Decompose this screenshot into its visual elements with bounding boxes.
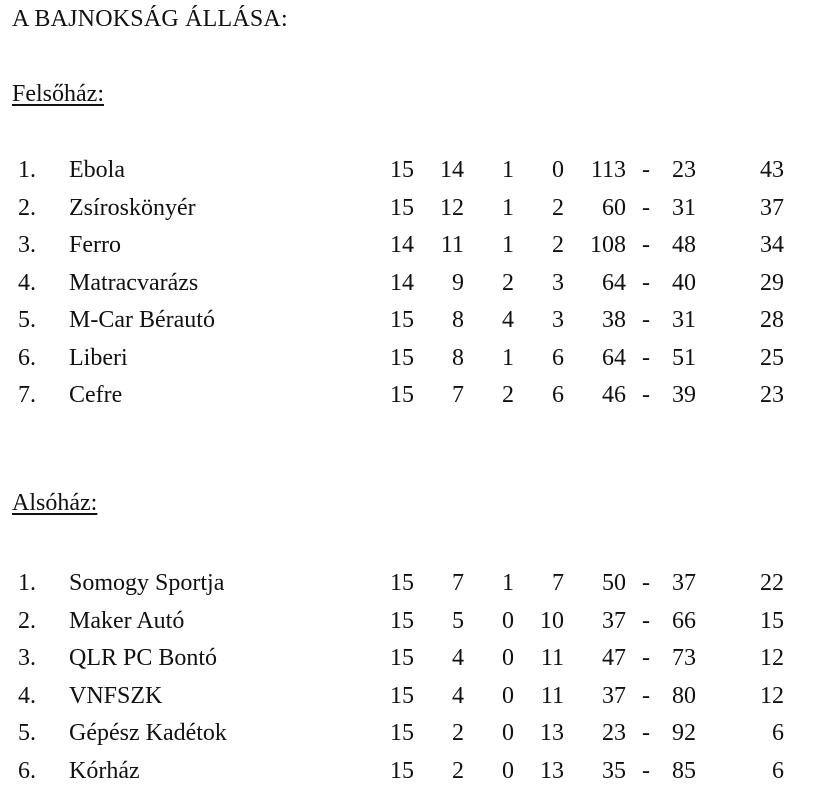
goal-separator: - (642, 232, 650, 258)
rank-cell: 1. (18, 570, 36, 596)
team-name: Somogy Sportja (69, 570, 225, 596)
points: 12 (760, 682, 784, 709)
team-name: Ebola (69, 157, 125, 183)
team-name: Liberi (69, 344, 128, 371)
goals-for: 37 (602, 682, 626, 709)
goals-for: 35 (602, 757, 626, 784)
goals-for: 64 (602, 269, 626, 296)
won-count: 7 (452, 570, 464, 596)
goals-for: 50 (602, 570, 626, 596)
drawn-count: 0 (502, 757, 514, 784)
lost-count: 2 (552, 194, 564, 221)
goals-against: 37 (672, 570, 696, 596)
drawn-count: 2 (502, 382, 514, 408)
played-count: 15 (390, 645, 414, 671)
standings-row (0, 190, 825, 228)
rank-cell: 2. (18, 607, 36, 634)
team-name: Maker Autó (69, 607, 185, 634)
standings-row (0, 715, 825, 753)
goals-against: 66 (672, 607, 696, 634)
standings-row (0, 753, 825, 791)
played-count: 15 (390, 682, 414, 709)
rank-cell: 6. (18, 344, 36, 371)
lost-count: 3 (552, 307, 564, 333)
lost-count: 3 (552, 269, 564, 296)
team-name: Kórház (69, 757, 140, 784)
played-count: 15 (390, 757, 414, 784)
drawn-count: 1 (502, 344, 514, 371)
played-count: 14 (390, 269, 414, 296)
goals-against: 51 (672, 344, 696, 371)
standings-row (0, 678, 825, 716)
goals-for: 60 (602, 194, 626, 221)
goal-separator: - (642, 307, 650, 333)
points: 12 (760, 645, 784, 671)
won-count: 11 (440, 232, 464, 258)
played-count: 15 (390, 607, 414, 634)
won-count: 2 (452, 757, 464, 784)
points: 6 (772, 720, 784, 746)
won-count: 8 (452, 307, 464, 333)
goals-against: 92 (672, 720, 696, 746)
points: 6 (772, 757, 784, 784)
goals-for: 108 (590, 232, 626, 258)
goals-against: 73 (672, 645, 696, 671)
goal-separator: - (642, 720, 650, 746)
lost-count: 0 (552, 157, 564, 183)
points: 25 (760, 344, 784, 371)
goal-separator: - (642, 344, 650, 371)
lost-count: 10 (540, 607, 564, 634)
played-count: 15 (390, 720, 414, 746)
upper-house-heading: Felsőház: (12, 81, 104, 107)
standings-row (0, 640, 825, 678)
points: 34 (760, 232, 784, 258)
team-name: VNFSZK (69, 682, 163, 709)
team-name: Zsíroskönyér (69, 194, 196, 221)
goals-for: 113 (590, 157, 626, 183)
points: 23 (760, 382, 784, 408)
goals-against: 40 (672, 269, 696, 296)
drawn-count: 0 (502, 720, 514, 746)
won-count: 4 (452, 645, 464, 671)
rank-cell: 2. (18, 194, 36, 221)
rank-cell: 6. (18, 757, 36, 784)
drawn-count: 0 (502, 682, 514, 709)
goals-for: 37 (602, 607, 626, 634)
goals-for: 64 (602, 344, 626, 371)
team-name: Gépész Kadétok (69, 720, 227, 746)
lost-count: 13 (540, 757, 564, 784)
goals-against: 23 (672, 157, 696, 183)
drawn-count: 0 (502, 607, 514, 634)
team-name: Cefre (69, 382, 123, 408)
team-name: Matracvarázs (69, 269, 199, 296)
drawn-count: 1 (502, 570, 514, 596)
rank-cell: 5. (18, 720, 36, 746)
lost-count: 2 (552, 232, 564, 258)
lost-count: 6 (552, 344, 564, 371)
lower-house-heading: Alsóház: (12, 490, 98, 516)
lower-house-table (0, 565, 825, 790)
goals-against: 31 (672, 307, 696, 333)
goal-separator: - (642, 269, 650, 296)
won-count: 14 (440, 157, 464, 183)
page-title: A BAJNOKSÁG ÁLLÁSA: (12, 6, 288, 32)
goal-separator: - (642, 607, 650, 634)
drawn-count: 1 (502, 157, 514, 183)
goals-for: 47 (602, 645, 626, 671)
goals-against: 31 (672, 194, 696, 221)
rank-cell: 4. (18, 682, 36, 709)
goal-separator: - (642, 194, 650, 221)
won-count: 12 (440, 194, 464, 221)
standings-row (0, 603, 825, 641)
upper-house-table (0, 152, 825, 415)
drawn-count: 1 (502, 232, 514, 258)
drawn-count: 2 (502, 269, 514, 296)
played-count: 15 (390, 157, 414, 183)
goal-separator: - (642, 570, 650, 596)
standings-row (0, 152, 825, 190)
drawn-count: 0 (502, 645, 514, 671)
drawn-count: 4 (502, 307, 514, 333)
played-count: 15 (390, 382, 414, 408)
rank-cell: 5. (18, 307, 36, 333)
goal-separator: - (642, 382, 650, 408)
points: 29 (760, 269, 784, 296)
points: 37 (760, 194, 784, 221)
lost-count: 13 (540, 720, 564, 746)
team-name: M-Car Bérautó (69, 307, 215, 333)
rank-cell: 3. (18, 232, 36, 258)
standings-row (0, 340, 825, 378)
goal-separator: - (642, 682, 650, 709)
drawn-count: 1 (502, 194, 514, 221)
standings-row (0, 227, 825, 265)
played-count: 14 (390, 232, 414, 258)
goals-against: 39 (672, 382, 696, 408)
lost-count: 7 (552, 570, 564, 596)
standings-row (0, 302, 825, 340)
lost-count: 11 (540, 645, 564, 671)
points: 43 (760, 157, 784, 183)
points: 28 (760, 307, 784, 333)
goals-for: 23 (602, 720, 626, 746)
rank-cell: 4. (18, 269, 36, 296)
rank-cell: 3. (18, 645, 36, 671)
goals-against: 80 (672, 682, 696, 709)
won-count: 8 (452, 344, 464, 371)
goal-separator: - (642, 757, 650, 784)
won-count: 5 (452, 607, 464, 634)
goal-separator: - (642, 157, 650, 183)
played-count: 15 (390, 307, 414, 333)
standings-row (0, 565, 825, 603)
goals-for: 46 (602, 382, 626, 408)
goal-separator: - (642, 645, 650, 671)
rank-cell: 1. (18, 157, 36, 183)
won-count: 2 (452, 720, 464, 746)
rank-cell: 7. (18, 382, 36, 408)
team-name: QLR PC Bontó (69, 645, 218, 671)
played-count: 15 (390, 344, 414, 371)
goals-against: 85 (672, 757, 696, 784)
won-count: 4 (452, 682, 464, 709)
played-count: 15 (390, 570, 414, 596)
won-count: 7 (452, 382, 464, 408)
points: 22 (760, 570, 784, 596)
goals-for: 38 (602, 307, 626, 333)
team-name: Ferro (69, 232, 121, 258)
points: 15 (760, 607, 784, 634)
standings-row (0, 377, 825, 415)
lost-count: 11 (540, 682, 564, 709)
standings-row (0, 265, 825, 303)
played-count: 15 (390, 194, 414, 221)
goals-against: 48 (672, 232, 696, 258)
won-count: 9 (452, 269, 464, 296)
lost-count: 6 (552, 382, 564, 408)
